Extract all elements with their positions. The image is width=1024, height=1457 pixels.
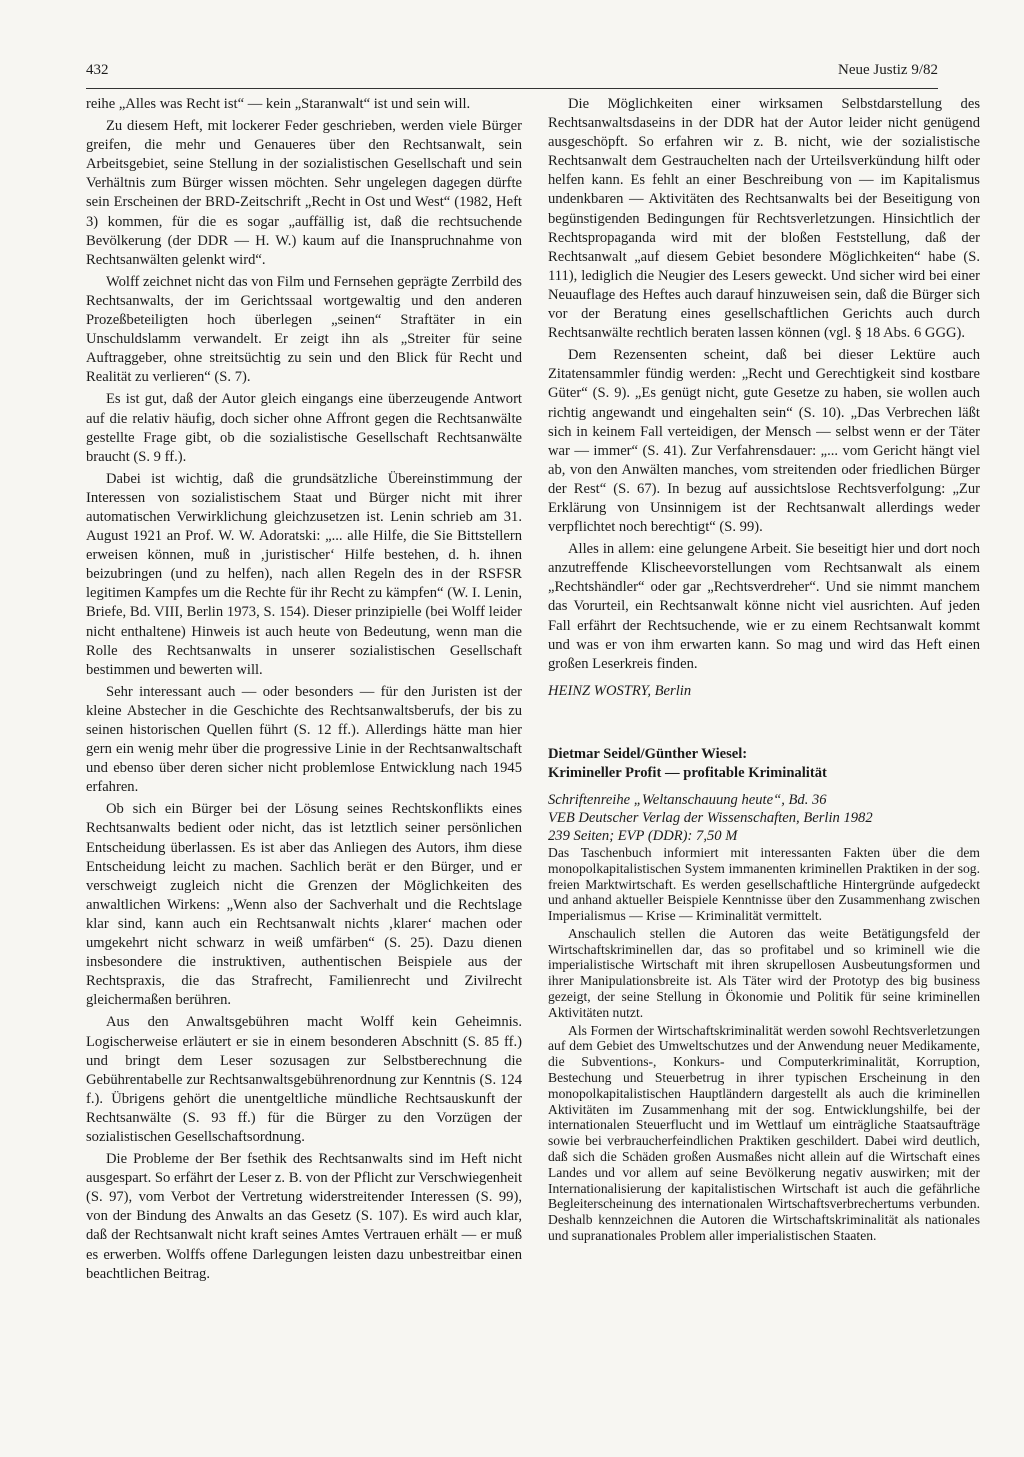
paragraph: Sehr interessant auch — oder besonders — für den Juristen ist der kleine Abstecher in die Geschichte des Rechtsanwaltsberufs, der bis zu seinen historischen Quellen führt (S. 12 ff.). Allerdings hätte man hier gern ein wenig mehr über die progressive Linie in der Rechtsanwaltschaft und ebenso über deren sicher nicht problemlose Entwicklung nach 1945 erfahren.: [86, 683, 522, 796]
book-series: Schriftenreihe „Weltanschauung heute“, Bd. 36: [548, 791, 827, 808]
header-rule: [86, 88, 938, 89]
paragraph: Anschaulich stellen die Autoren das weite Betätigungsfeld der Wirtschaftskriminellen dar, das so profitabel und so kriminell wie die imperialistische Wirtschaft mit ihren skrupellosen Ausbeutungsformen und ihrer Manipulationsbreite ist. Als Täter wird der Prototyp des big business gezeigt, der seine Stellung in Ökonomie und Politik für seine kriminellen Aktivitäten nutzt.: [548, 925, 980, 1020]
book-details: 239 Seiten; EVP (DDR): 7,50 M: [548, 827, 738, 844]
page-header: [86, 62, 938, 84]
book-publisher: VEB Deutscher Verlag der Wissenschaften, Berlin 1982: [548, 809, 873, 826]
paragraph: Die Probleme der Ber fsethik des Rechtsanwalts sind im Heft nicht ausgespart. So erfährt der Leser z. B. von der Pflicht zur Verschwiegenheit (S. 97), vom Verbot der Vertretung widerstreitender Interessen (S. 99), von der Bindung des Anwalts an das Gesetz (S. 107). Es wird auch klar, daß der Rechtsanwalt nicht kraft seines Amtes Vertrauen erhält — er muß es erwerben. Wolffs offene Darlegungen leisten dazu unbestreitbar einen beachtlichen Beitrag.: [86, 1151, 522, 1282]
paragraph: Dem Rezensenten scheint, daß bei dieser Lektüre auch Zitatensammler fündig werden: „Recht und Gerechtigkeit sind kostbare Güter“ (S. 9). „Es genügt nicht, gute Gesetze zu haben, sie wollen auch richtig angewandt und eingehalten sein“ (S. 10). „Das Verbrechen läßt sich in keinem Fall verteidigen, der Mensch — selbst wenn er der Täter war — immer“ (S. 41). Zur Verfahrensdauer: „... vom Gericht hängt viel ab, von den Anwälten manches, vom streitenden oder friedlichen Bürger der Rest“ (S. 67). In bezug auf aussichtslose Rechtsverfolgung: „Zur Erklärung von Unsinnigem ist der Rechtsanwalt allerdings weder verpflichtet noch berechtigt“ (S. 99).: [548, 347, 980, 536]
paragraph: Es ist gut, daß der Autor gleich eingangs eine überzeugende Antwort auf die relativ häufig, doch sicher ohne Affront gegen die Rechtsanwälte gestellte Frage gibt, ob die sozialistische Gesellschaft Rechtsanwälte braucht (S. 9 ff.).: [86, 391, 522, 465]
left-column: [86, 95, 522, 1287]
review-authors: Dietmar Seidel/Günther Wiesel:: [548, 745, 748, 762]
right-column: [548, 95, 980, 1246]
review-book-title: Krimineller Profit — profitable Kriminalität: [548, 764, 827, 781]
reviewer-signature: HEINZ WOSTRY, Berlin: [548, 682, 692, 699]
paragraph: Die Möglichkeiten einer wirksamen Selbstdarstellung des Rechtsanwaltsdaseins in der DDR hat der Autor leider nicht genügend ausgeschöpft. So erfahren wir z. B. nicht, wie der sozialistische Rechtsanwalt dem Gestrauchelten nach der Urteilsverkündung hilft oder helfen kann. Es fehlt an einer Beschreibung von — im Kapitalismus undenkbaren — Aktivitäten des Rechtsanwalts bei der Beseitigung von begünstigenden Bedingungen für Rechtsverletzungen. Hinsichtlich der Rechtspropaganda wird mit der bloßen Feststellung, daß der Rechtsanwalt „auf diesem Gebiet besondere Möglichkeiten“ habe (S. 111), lediglich die Neugier des Lesers geweckt. Und sicher wird bei einer Neuauflage des Heftes auch darauf hinzuweisen sein, daß die Bürger sich vor der Beratung eines gesellschaftlichen Gerichts auch durch Rechtsanwälte rechtlich beraten lassen können (vgl. § 18 Abs. 6 GGG).: [548, 96, 980, 342]
paragraph: Aus den Anwaltsgebühren macht Wolff kein Geheimnis. Logischerweise erläutert er sie in einem besonderen Abschnitt (S. 85 ff.) und bringt dem Leser sozusagen zur Selbstberechnung die Gebührentabelle zur Rechtsanwaltsgebührenordnung zur Kenntnis (S. 124 f.). Übrigens gehört die unentgeltliche mündliche Rechtsauskunft der Rechtsanwälte (S. 93 ff.) für die Bürger zu den Vorzügen der sozialistischen Gesellschaftsordnung.: [86, 1014, 522, 1145]
paragraph: Als Formen der Wirtschaftskriminalität werden sowohl Rechtsverletzungen auf dem Gebiet des Umweltschutzes und der Anwendung neuer Medikamente, die Subventions-, Konkurs- und Computerkriminalität, Korruption, Bestechung und Steuerbetrug in ihrer typischen Erscheinung in den monopolkapitalistischen Hauptländern dargestellt als auch die kriminellen Aktivitäten im Zusammenhang mit der sog. Entwicklungshilfe, bei der internationalen Steuerflucht und im Wettlauf um einträgliche Staatsaufträge sowie bei verbraucherfeindlichen Praktiken geschildert. Dabei wird deutlich, daß sich die Schäden großen Ausmaßes nicht allein auf die Wirtschaft eines Landes und vor allem auf seine Bevölkerung negativ auswirken; mit der Internationalisierung der kapitalistischen Wirtschaft ist auch die gefährliche Begleiterscheinung des internationalen Wirtschaftsverbrechertums verbunden. Deshalb kennzeichnen die Autoren die Wirtschaftskriminalität als nationales und supranationales Problem aller imperialistischen Staaten.: [548, 1022, 980, 1244]
page-number: 432: [86, 62, 109, 78]
book-metadata: [548, 791, 980, 845]
journal-title: Neue Justiz 9/82: [838, 62, 938, 78]
paragraph: Dabei ist wichtig, daß die grundsätzliche Übereinstimmung der Interessen von sozialistischem Staat und Bürger nicht mit ihrer automatischen Verwirklichung gleichzusetzen ist. Lenin schrieb am 31. August 1921 an Prof. W. W. Adoratski: „... alle Hilfe, die Sie Bittstellern erweisen können, muß in ‚juristischer‘ Hilfe bestehen, d. h. ihnen beizubringen (und zu helfen), nach allen Regeln des in der RSFSR legitimen Kampfes um die Rechte für ihr Recht zu kämpfen“ (W. I. Lenin, Briefe, Bd. VIII, Berlin 1973, S. 154). Dieser prinzipielle (bei Wolff leider nicht enthaltene) Hinweis ist auch heute von Bedeutung, wenn man die Rolle des Rechtsanwalts in unserer sozialistischen Gesellschaft bestimmen und bewerten will.: [86, 470, 522, 678]
paragraph: Wolff zeichnet nicht das von Film und Fernsehen geprägte Zerrbild des Rechtsanwalts, der im Gerichtssaal wortgewaltig und den anderen Prozeßbeteiligten hoch überlegen „seinen“ Straftäter in ein Unschuldslamm verwandelt. Er zeigt ihn als „Streiter für seine Auftraggeber, ohne streitsüchtig zu sein und den Blick für Recht und Realität zu verlieren“ (S. 7).: [86, 273, 522, 386]
paragraph: Das Taschenbuch informiert mit interessanten Fakten über die dem monopolkapitalistischen System immanenten kriminellen Praktiken in der sog. freien Marktwirtschaft. Es werden gesellschaftliche Hintergründe aufgedeckt und anhand aktueller Beispiele Kenntnisse über den Zusammenhang zwischen Imperialismus — Krise — Kriminalität vermittelt.: [548, 844, 980, 924]
paragraph: Ob sich ein Bürger bei der Lösung seines Rechtskonflikts eines Rechtsanwalts bedient oder nicht, das ist letztlich seiner persönlichen Entscheidung überlassen. Es ist aber das Anliegen des Autors, ihm diese Entscheidung leicht zu machen. Sachlich berät er den Bürger, und er verschweigt zugleich nicht die Grenzen der Möglichkeiten des anwaltlichen Wirkens: „Wenn also der Sachverhalt und die Rechtslage klar sind, kann auch ein Rechtsanwalt nichts ‚klarer‘ machen oder umgekehrt nicht schwarz in weiß umfärben“ (S. 25). Dazu dienen insbesondere die instruktiven, authentischen Beispiele aus der Rechtspraxis, die das Strafrecht, Familienrecht und Zivilrecht gleichermaßen berühren.: [86, 801, 522, 1009]
review-heading: [548, 745, 980, 783]
paragraph: reihe „Alles was Recht ist“ — kein „Staranwalt“ ist und sein will.: [86, 96, 471, 112]
paragraph: Zu diesem Heft, mit lockerer Feder geschrieben, werden viele Bürger greifen, die mehr und Genaueres über den Rechtsanwalt, sein Arbeitsgebiet, seine Stellung in der sozialistischen Gesellschaft und sein Verhältnis zum Bürger wissen möchten. Sehr ungelegen dagegen dürfte sein Erscheinen der BRD-Zeitschrift „Recht in Ost und West“ (1982, Heft 3) kommen, für die es sogar „auffällig ist, daß die rechtsuchende Bevölkerung (der DDR — H. W.) kaum auf die Inanspruchnahme von Rechtsanwälten gelenkt wird“.: [86, 118, 522, 268]
paragraph: Alles in allem: eine gelungene Arbeit. Sie beseitigt hier und dort noch anzutreffende Klischeevorstellungen vom Rechtsanwalt als einem „Rechtshändler“ oder gar „Rechtsverdreher“. Und sie nimmt manchem das Vorurteil, ein Rechtsanwalt könne nicht viel ausrichten. Auf jeden Fall erfährt der Rechtsuchende, wie er zu einem Rechtsanwalt kommt und was er von ihm erwarten kann. So mag und wird das Heft einen großen Leserkreis finden.: [548, 541, 980, 672]
review-body: [548, 845, 980, 1244]
